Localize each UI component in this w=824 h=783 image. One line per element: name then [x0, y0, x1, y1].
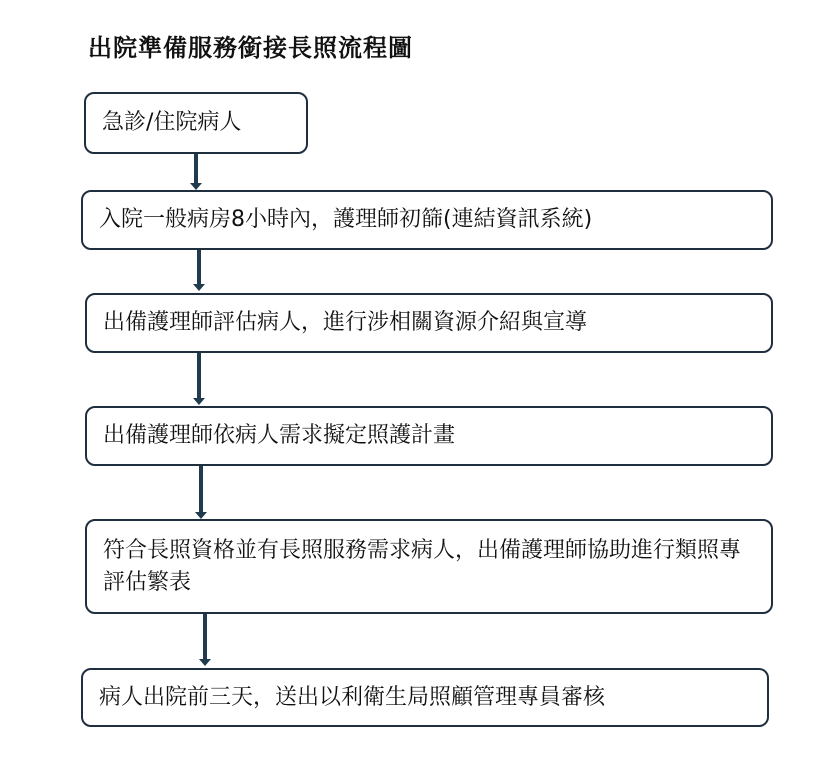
step-2-label: 入院一般病房8小時內，護理師初篩(連結資訊系統)	[99, 207, 593, 232]
step-6-box	[81, 668, 769, 727]
step-5-label: 符合長照資格並有長照服務需求病人，出備護理師協助進行類照專評估繁表	[103, 537, 742, 595]
connector-2-3	[197, 250, 201, 285]
step-2-box	[81, 190, 773, 250]
step-4-box	[85, 406, 773, 466]
step-4-label: 出備護理師依病人需求擬定照護計畫	[103, 423, 456, 448]
step-3-box	[85, 293, 773, 353]
step-1-label: 急診/住院病人	[102, 110, 242, 135]
step-3-label: 出備護理師評估病人，進行涉相關資源介紹與宣導	[103, 310, 588, 335]
connector-1-2	[194, 154, 198, 184]
step-6-label: 病人出院前三天，送出以利衛生局照顧管理專員審核	[99, 684, 606, 710]
connector-3-4	[197, 353, 201, 399]
flowchart-title: 出院準備服務銜接長照流程圖	[88, 34, 413, 62]
step-5-box	[85, 519, 773, 614]
connector-5-6	[203, 614, 207, 660]
connector-4-5	[199, 466, 203, 513]
step-1-box	[84, 92, 308, 154]
